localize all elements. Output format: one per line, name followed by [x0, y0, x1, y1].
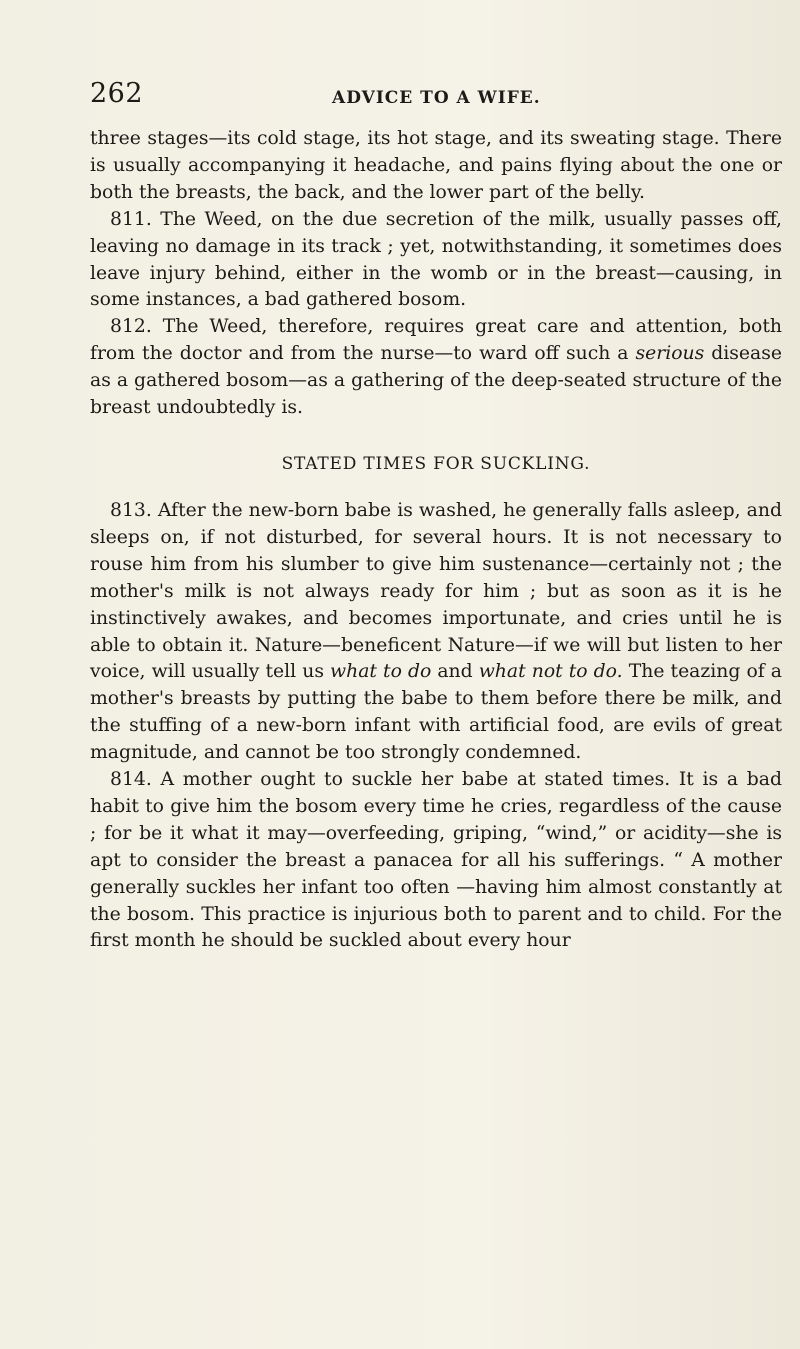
paragraph-813-text-b: and [431, 661, 479, 683]
paragraph-812-emphasis: serious [635, 343, 705, 365]
paragraph-812 [90, 314, 782, 422]
paragraph-813-text-c: The teazing of a mother's breasts by putting the babe to them before there be milk, and the stuffing of a new-born infant with artificial food, are evils of great magnitude, and cannot be too strongly condemned. [90, 661, 782, 764]
paragraph-813-emphasis-2: what not to do. [478, 661, 623, 683]
paragraph-813-text-a: 813. After the new-born babe is washed, he generally falls asleep, and sleeps on, if not disturbed, for several hours. It is not necessary to rouse him from his slumber to give him sustenance—certainly not ; the mother's milk is not always ready for him ; but as soon as it is he instinctively awakes, and becomes importunate, and cries until he is able to obtain it. Nature—beneficent Nature—if we will but listen to her voice, will usually tell us [90, 499, 782, 683]
page-header [90, 78, 790, 118]
page-number: 262 [90, 78, 144, 109]
running-head: ADVICE TO A WIFE. [332, 88, 541, 108]
paragraph-continued: three stages—its cold stage, its hot stage, and its sweating stage. There is usually accompanying it headache, and pains flying about the one or both the breasts, the back, and the lower part of the belly. [90, 128, 782, 203]
paragraph-813-emphasis-1: what to do [330, 661, 432, 683]
paragraph-812-text-b: disease as a gathered bosom—as a gathering of the deep-seated structure of the breast undoubtedly is. [90, 343, 783, 419]
paragraph-813 [90, 498, 782, 767]
paragraph-811: 811. The Weed, on the due secretion of the milk, usually passes off, leaving no damage in its track ; yet, notwithstanding, it sometimes does leave injury behind, either in the womb or in the breast—causing, in some instances, a bad gathered bosom. [90, 208, 782, 311]
paragraph-814: 814. A mother ought to suckle her babe at stated times. It is a bad habit to give him the bosom every time he cries, regardless of the cause ; for be it what it may—overfeeding, griping, “wind,” or acidity—she is apt to consider the breast a panacea for all his sufferings. “ A mother generally suckles her infant too often —having him almost constantly at the bosom. This practice is injurious both to parent and to child. For the first month he should be suckled about every hour [90, 769, 782, 952]
body-text [90, 126, 782, 955]
section-heading: STATED TIMES FOR SUCKLING. [281, 453, 591, 474]
paragraph-812-text-a: 812. The Weed, therefore, requires great care and attention, both from the doctor and from the nurse—to ward off such a [90, 316, 782, 365]
